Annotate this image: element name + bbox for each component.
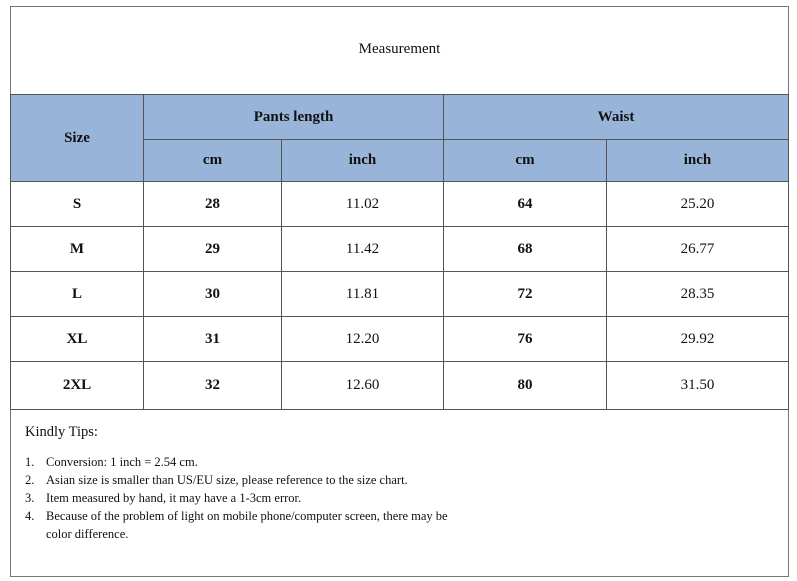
tip-number: 4.	[25, 509, 35, 523]
tip-number: 3.	[25, 491, 35, 505]
size-cell: XL	[11, 317, 144, 362]
tip-text: Asian size is smaller than US/EU size, please reference to the size chart.	[46, 473, 408, 487]
tips-title: Kindly Tips:	[25, 424, 98, 440]
pants-cm-cell: 29	[144, 227, 282, 272]
pants-length-header: Pants length	[144, 95, 444, 140]
pants-inch-cell: 12.20	[282, 317, 444, 362]
list-item	[25, 471, 765, 489]
pants-cm-cell: 30	[144, 272, 282, 317]
size-cell: M	[11, 227, 144, 272]
waist-cm-cell: 76	[444, 317, 607, 362]
waist-inch-cell: 28.35	[607, 272, 789, 317]
tip-text: Item measured by hand, it may have a 1-3cm error.	[46, 491, 302, 505]
pants-inch-cell: 12.60	[282, 362, 444, 410]
waist-cm-cell: 64	[444, 182, 607, 227]
title-box	[11, 7, 788, 95]
waist-inch-cell: 31.50	[607, 362, 789, 410]
waist-cm-cell: 72	[444, 272, 607, 317]
waist-inch-cell: 26.77	[607, 227, 789, 272]
waist-header: Waist	[444, 95, 789, 140]
tip-text: Conversion: 1 inch = 2.54 cm.	[46, 455, 198, 469]
size-column-header: Size	[11, 95, 144, 182]
size-cell: S	[11, 182, 144, 227]
waist-cm-cell: 68	[444, 227, 607, 272]
unit-header-waist-inch: inch	[607, 140, 789, 182]
page-title: Measurement	[358, 41, 441, 57]
pants-inch-cell: 11.42	[282, 227, 444, 272]
tip-number: 1.	[25, 455, 35, 469]
list-item	[25, 453, 765, 471]
pants-cm-cell: 32	[144, 362, 282, 410]
size-cell: L	[11, 272, 144, 317]
table-row	[11, 227, 789, 272]
table-row	[11, 272, 789, 317]
tip-text: Because of the problem of light on mobile phone/computer screen, there may be	[46, 509, 448, 523]
table-row	[11, 182, 789, 227]
tips-list	[25, 453, 765, 543]
pants-inch-cell: 11.81	[282, 272, 444, 317]
pants-inch-cell: 11.02	[282, 182, 444, 227]
pants-cm-cell: 31	[144, 317, 282, 362]
pants-cm-cell: 28	[144, 182, 282, 227]
kindly-tips	[25, 424, 765, 543]
tip-number: 2.	[25, 473, 35, 487]
unit-header-waist-cm: cm	[444, 140, 607, 182]
waist-cm-cell: 80	[444, 362, 607, 410]
list-item	[25, 507, 765, 543]
waist-inch-cell: 29.92	[607, 317, 789, 362]
table-row	[11, 362, 789, 410]
table-row	[11, 317, 789, 362]
unit-header-pants-inch: inch	[282, 140, 444, 182]
list-item	[25, 489, 765, 507]
waist-inch-cell: 25.20	[607, 182, 789, 227]
unit-header-pants-cm: cm	[144, 140, 282, 182]
size-cell: 2XL	[11, 362, 144, 410]
tip-text-continued: color difference.	[46, 527, 129, 541]
size-table	[10, 94, 789, 410]
